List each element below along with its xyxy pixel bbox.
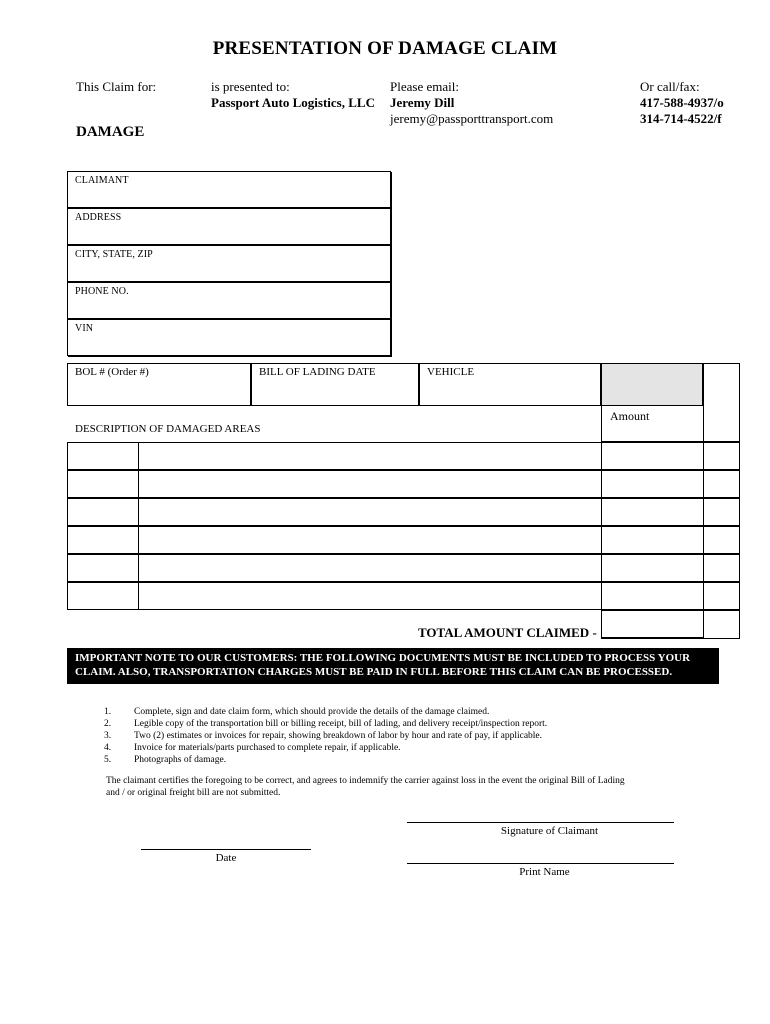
important-note-line-2: CLAIM. ALSO, TRANSPORTATION CHARGES MUST BE PAID IN FULL BEFORE THIS CLAIM CAN BE PROCESSED.: [75, 666, 673, 678]
row-number-cell[interactable]: [67, 526, 139, 554]
row-amount-cell[interactable]: [601, 554, 704, 582]
list-item: 3. Two (2) estimates or invoices for repair, showing breakdown of labor by hour and rate of pay, if applicable.: [104, 731, 543, 741]
print-name-line[interactable]: [407, 863, 674, 864]
important-note: [67, 648, 719, 684]
vehicle-field[interactable]: [419, 363, 601, 406]
phone-label: PHONE NO.: [75, 286, 129, 297]
row-number-cell[interactable]: [67, 470, 139, 498]
claim-type: DAMAGE: [76, 124, 145, 140]
row-number-cell[interactable]: [67, 442, 139, 470]
signature-line[interactable]: [407, 822, 674, 823]
row-amount-cell[interactable]: [601, 442, 704, 470]
date-label: Date: [215, 852, 237, 864]
row-description-cell[interactable]: [138, 498, 602, 526]
important-note-line-1: IMPORTANT NOTE TO OUR CUSTOMERS: THE FOLLOWING DOCUMENTS MUST BE INCLUDED TO PROCESS YOUR: [75, 652, 691, 664]
vin-label: VIN: [75, 323, 94, 334]
city-state-zip-field[interactable]: [67, 245, 391, 282]
presented-to-label: is presented to:: [211, 79, 290, 94]
row-description-cell[interactable]: [138, 526, 602, 554]
row-amount-cell[interactable]: [601, 470, 704, 498]
amount-header-shaded: [601, 363, 703, 406]
signature-label: Signature of Claimant: [500, 825, 599, 837]
list-item: 1. Complete, sign and date claim form, which should provide the details of the damage claimed.: [104, 707, 490, 717]
bol-label: BOL # (Order #): [75, 366, 149, 378]
presented-to-value: Passport Auto Logistics, LLC: [211, 95, 375, 110]
row-number-cell[interactable]: [67, 554, 139, 582]
row-description-cell[interactable]: [138, 470, 602, 498]
phone-block: [640, 79, 724, 127]
vin-field[interactable]: [67, 319, 391, 356]
phone-fax: 314-714-4522/f: [640, 111, 722, 126]
presented-to-block: [211, 79, 375, 111]
row-description-cell[interactable]: [138, 554, 602, 582]
row-cents-cell[interactable]: [703, 582, 740, 610]
call-label: Or call/fax:: [640, 79, 700, 94]
required-documents-list: [104, 706, 547, 766]
date-line[interactable]: [141, 849, 311, 850]
total-amount-field[interactable]: [601, 610, 704, 639]
row-number-cell[interactable]: [67, 582, 139, 610]
address-label: ADDRESS: [75, 212, 122, 223]
phone-field[interactable]: [67, 282, 391, 319]
description-label: DESCRIPTION OF DAMAGED AREAS: [75, 423, 261, 435]
email-address[interactable]: jeremy@passporttransport.com: [390, 111, 554, 126]
row-cents-cell[interactable]: [703, 554, 740, 582]
print-name-label: Print Name: [519, 866, 570, 878]
vehicle-label: VEHICLE: [427, 366, 475, 378]
row-description-cell[interactable]: [138, 442, 602, 470]
row-number-cell[interactable]: [67, 498, 139, 526]
list-item: 2. Legible copy of the transportation bill or billing receipt, bill of lading, and delivery receipt/inspection report.: [104, 719, 548, 729]
page-title: PRESENTATION OF DAMAGE CLAIM: [212, 38, 558, 59]
row-cents-cell[interactable]: [703, 526, 740, 554]
claimant-label: CLAIMANT: [75, 175, 129, 186]
row-cents-cell[interactable]: [703, 470, 740, 498]
amount-label: Amount: [610, 409, 650, 423]
row-amount-cell[interactable]: [601, 526, 704, 554]
address-field[interactable]: [67, 208, 391, 245]
list-item: 4. Invoice for materials/parts purchased to complete repair, if applicable.: [104, 743, 401, 753]
city-state-zip-label: CITY, STATE, ZIP: [75, 249, 153, 260]
cents-header: [703, 363, 740, 442]
amount-header: [601, 405, 704, 442]
row-description-cell[interactable]: [138, 582, 602, 610]
row-cents-cell[interactable]: [703, 442, 740, 470]
total-cents-field[interactable]: [703, 610, 740, 639]
email-block: [390, 79, 553, 127]
list-item: 5. Photographs of damage.: [104, 755, 227, 765]
row-amount-cell[interactable]: [601, 498, 704, 526]
email-label: Please email:: [390, 79, 459, 94]
bol-field[interactable]: [67, 363, 251, 406]
claimant-field[interactable]: [67, 171, 391, 208]
bol-date-label: BILL OF LADING DATE: [259, 366, 376, 378]
row-cents-cell[interactable]: [703, 498, 740, 526]
certification-text: The claimant certifies the foregoing to be correct, and agrees to indemnify the carrier against loss in the event the original Bill of Lading and / or original freight bill are not submitted.: [106, 776, 625, 798]
row-amount-cell[interactable]: [601, 582, 704, 610]
total-label: TOTAL AMOUNT CLAIMED -: [418, 625, 597, 640]
claim-for-label: This Claim for:: [76, 79, 157, 94]
phone-office: 417-588-4937/o: [640, 95, 724, 110]
email-contact-name: Jeremy Dill: [390, 95, 455, 110]
bol-date-field[interactable]: [251, 363, 419, 406]
